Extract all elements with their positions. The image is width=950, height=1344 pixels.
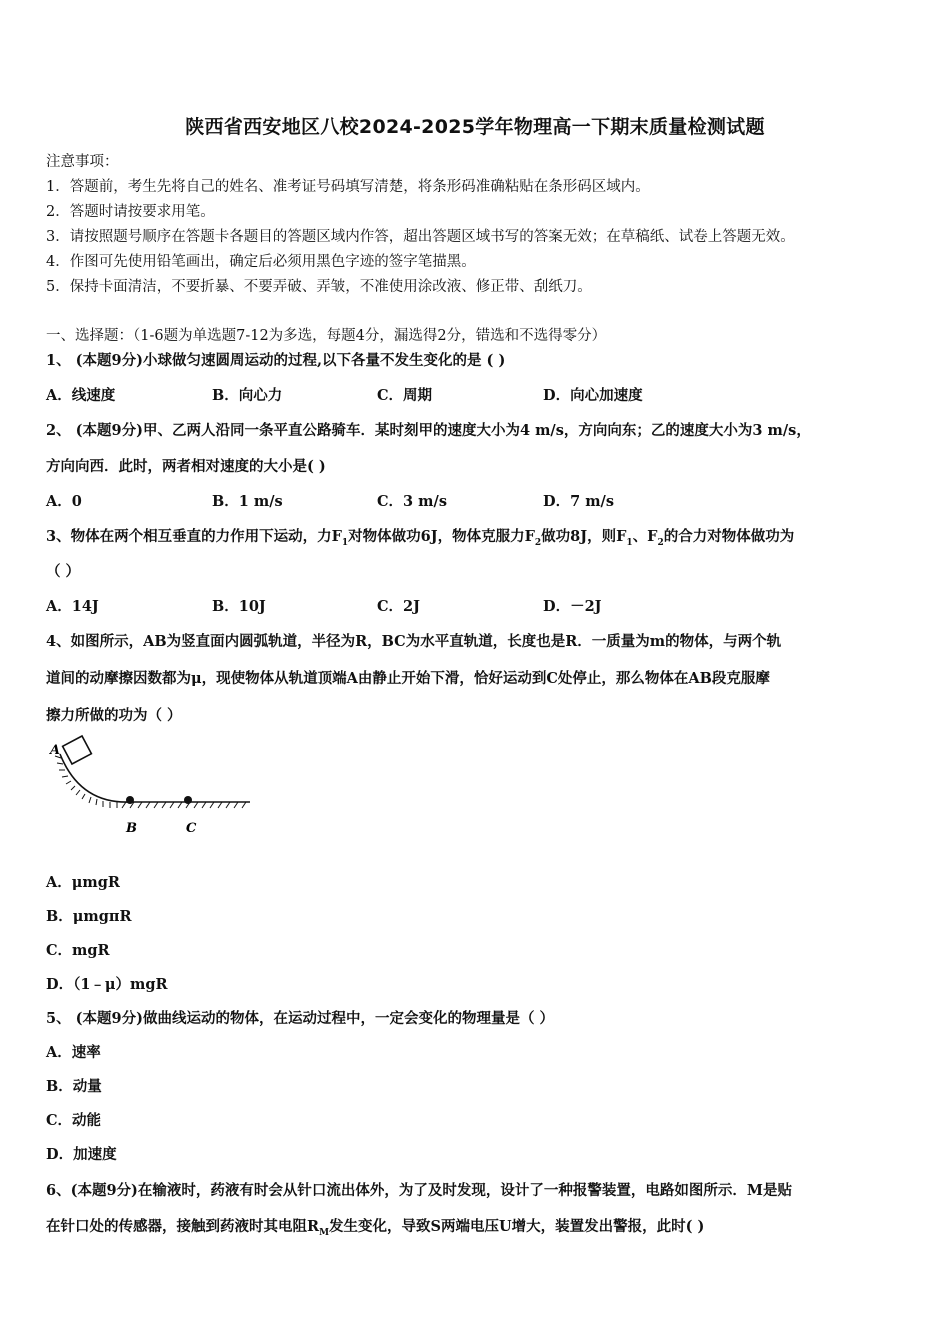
question-3-line1: 3、物体在两个相互垂直的力作用下运动，力$F_1$对物体做功6J，物体克服力$F_2$做功8J，则$F_1$、$F_2$的合力对物体做功为 — [46, 528, 795, 548]
question-3-line2: （ ） — [46, 563, 81, 580]
q2-option-b: B．1 m/s — [212, 493, 283, 510]
q5-option-c: C．动能 — [46, 1112, 102, 1129]
question-6-line1: 6、(本题9分)在输液时，药液有时会从针口流出体外，为了及时发现，设计了一种报警装置，电路如图所示．M是贴 — [46, 1182, 792, 1199]
q4-option-c: C．mgR — [46, 942, 110, 959]
q3-option-d: D．－2J — [543, 598, 602, 615]
q1-option-d: D．向心加速度 — [543, 387, 643, 404]
notice-heading: 注意事项： — [46, 154, 119, 170]
q5-option-a: A．速率 — [46, 1044, 101, 1061]
ground-hatching — [122, 802, 246, 808]
notice-item: 3．请按照题号顺序在答题卡各题目的答题区域内作答，超出答题区域书写的答案无效；在草稿纸、试卷上答题无效。 — [46, 229, 795, 245]
question-4-line2: 道间的动摩擦因数都为μ，现使物体从轨道顶端A由静止开始下滑，恰好运动到C处停止，那么物体在AB段克服摩 — [46, 670, 770, 687]
notice-item: 5．保持卡面清洁，不要折暴、不要弄破、弄皱，不准使用涂改液、修正带、刮纸刀。 — [46, 279, 592, 295]
q3-option-c: C．2J — [377, 598, 420, 615]
block — [63, 736, 92, 764]
section-heading: 一、选择题：（1-6题为单选题7-12为多选，每题4分，漏选得2分，错选和不选得零分） — [46, 328, 607, 344]
q1-option-a: A．线速度 — [46, 387, 116, 404]
notice-item: 1．答题前，考生先将自己的姓名、准考证号码填写清楚，将条形码准确粘贴在条形码区域内。 — [46, 179, 650, 195]
q2-option-a: A．0 — [46, 493, 82, 510]
notice-item: 2．答题时请按要求用笔。 — [46, 204, 215, 220]
q3-option-b: B．10J — [212, 598, 266, 615]
q4-option-a: A．μmgR — [46, 874, 120, 891]
question-4-line3: 擦力所做的功为（ ） — [46, 707, 182, 724]
q2-option-c: C．3 m/s — [377, 493, 447, 510]
page-title: 陕西省西安地区八校2024-2025学年物理高一下期末质量检测试题 — [185, 116, 765, 138]
label-a: A — [50, 743, 61, 758]
point-b — [126, 796, 134, 804]
q1-option-c: C．周期 — [377, 387, 433, 404]
notice-item: 4．作图可先使用铅笔画出，确定后必须用黑色字迹的签字笔描黑。 — [46, 254, 476, 270]
point-c — [184, 796, 192, 804]
question-2-line1: 2、 (本题9分)甲、乙两人沿同一条平直公路骑车．某时刻甲的速度大小为4 m/s，方向向东；乙的速度大小为3 m/s， — [46, 422, 811, 439]
q4-option-d: D．（1﹣μ）mgR — [46, 976, 168, 993]
question-5-text: 5、 (本题9分)做曲线运动的物体，在运动过程中，一定会变化的物理量是（ ） — [46, 1010, 554, 1027]
q3-option-a: A．14J — [46, 598, 99, 615]
label-c: C — [186, 821, 197, 836]
question-1-text: 1、 (本题9分)小球做匀速圆周运动的过程,以下各量不发生变化的是 ( ) — [46, 352, 506, 369]
q1-option-b: B．向心力 — [212, 387, 283, 404]
q5-option-d: D．加速度 — [46, 1146, 117, 1163]
question-6-line2: 在针口处的传感器，接触到药液时其电阻$R_M$发生变化，导致S两端电压U增大，装置发出警报，此时( ) — [46, 1218, 705, 1238]
label-b: B — [126, 821, 137, 836]
q5-option-b: B．动量 — [46, 1078, 102, 1095]
question-2-line2: 方向向西．此时，两者相对速度的大小是( ) — [46, 458, 326, 475]
question-4-line1: 4、如图所示，AB为竖直面内圆弧轨道，半径为R，BC为水平直轨道，长度也是R．一质量为m的物体，与两个轨 — [46, 633, 782, 650]
track-diagram — [44, 734, 256, 838]
q2-option-d: D．7 m/s — [543, 493, 615, 510]
q4-option-b: B．μmgπR — [46, 908, 132, 925]
